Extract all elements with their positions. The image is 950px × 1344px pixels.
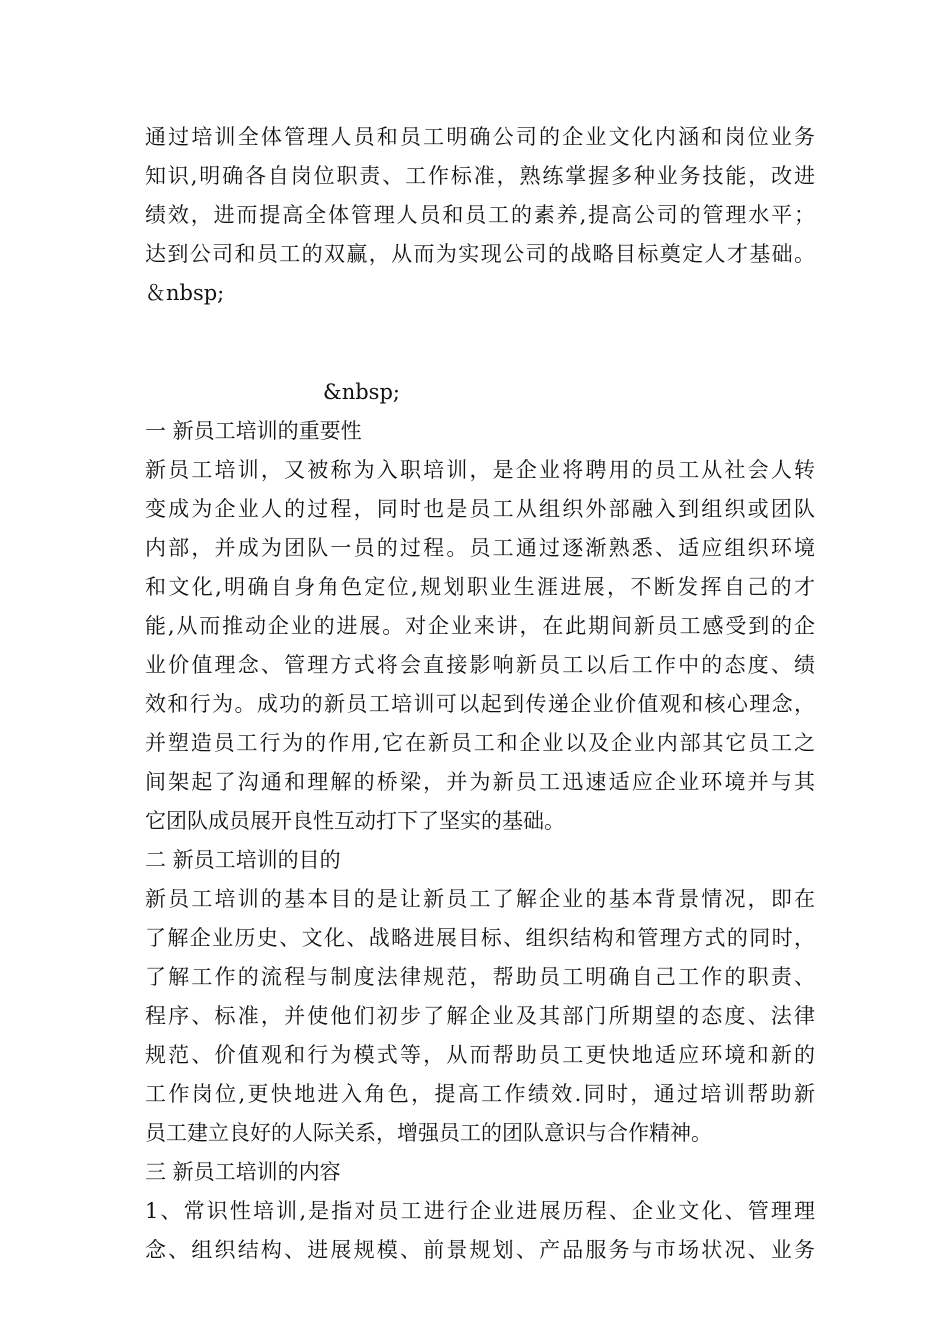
blank-gap [145,313,815,373]
intro-line-1: 通过培训全体管理人员和员工明确公司的企业文化内涵和岗位业务 [145,125,815,149]
paragraph-line: 变成为企业人的过程，同时也是员工从组织外部融入到组织或团队 [145,497,815,521]
paragraph-line: 并塑造员工行为的作用,它在新员工和企业以及企业内部其它员工之 [145,731,815,755]
paragraph-line: 念、组织结构、进展规模、前景规划、产品服务与市场状况、业务 [145,1238,815,1262]
intro-line-3: 绩效，进而提高全体管理人员和员工的素养,提高公司的管理水平； [145,203,815,227]
section-heading-purpose: 二 新员工培训的目的 [145,848,341,872]
section-importance [145,412,815,841]
paragraph-line: 它团队成员展开良性互动打下了坚实的基础。 [145,809,565,833]
paragraph-line: 工作岗位,更快地进入角色，提高工作绩效.同时，通过培训帮助新 [145,1082,815,1106]
paragraph-line: 内部，并成为团队一员的过程。员工通过逐渐熟悉、适应组织环境 [145,536,815,560]
nbsp-line: &nbsp; [323,380,400,404]
section-purpose [145,841,815,1153]
intro-paragraph [145,118,815,313]
document-body [145,118,815,1270]
section-content [145,1153,815,1270]
paragraph-line: 能,从而推动企业的进展。对企业来讲，在此期间新员工感受到的企 [145,614,815,638]
paragraph-line: 间架起了沟通和理解的桥梁，并为新员工迅速适应企业环境并与其 [145,770,815,794]
section-heading-content: 三 新员工培训的内容 [145,1160,341,1184]
paragraph-line: 业价值理念、管理方式将会直接影响新员工以后工作中的态度、绩 [145,653,815,677]
intro-line-5: ＆nbsp; [145,281,225,305]
section-heading-importance: 一 新员工培训的重要性 [145,419,362,443]
paragraph-line: 规范、价值观和行为模式等，从而帮助员工更快地适应环境和新的 [145,1043,815,1067]
intro-line-2: 知识,明确各自岗位职责、工作标准，熟练掌握多种业务技能，改进 [145,164,815,188]
paragraph-line: 新员工培训的基本目的是让新员工了解企业的基本背景情况，即在 [145,887,815,911]
paragraph-line: 了解工作的流程与制度法律规范，帮助员工明确自己工作的职责、 [145,965,815,989]
paragraph-line: 和文化,明确自身角色定位,规划职业生涯进展，不断发挥自己的才 [145,575,815,599]
paragraph-line: 程序、标准，并使他们初步了解企业及其部门所期望的态度、法律 [145,1004,815,1028]
paragraph-line: 了解企业历史、文化、战略进展目标、组织结构和管理方式的同时， [145,926,815,950]
intro-line-4: 达到公司和员工的双赢，从而为实现公司的战略目标奠定人才基础。 [145,242,815,266]
paragraph-line: 1、常识性培训,是指对员工进行企业进展历程、企业文化、管理理 [145,1199,815,1223]
paragraph-line: 员工建立良好的人际关系，增强员工的团队意识与合作精神。 [145,1121,712,1145]
paragraph-line: 新员工培训，又被称为入职培训，是企业将聘用的员工从社会人转 [145,458,815,482]
paragraph-line: 效和行为。成功的新员工培训可以起到传递企业价值观和核心理念， [145,692,815,716]
